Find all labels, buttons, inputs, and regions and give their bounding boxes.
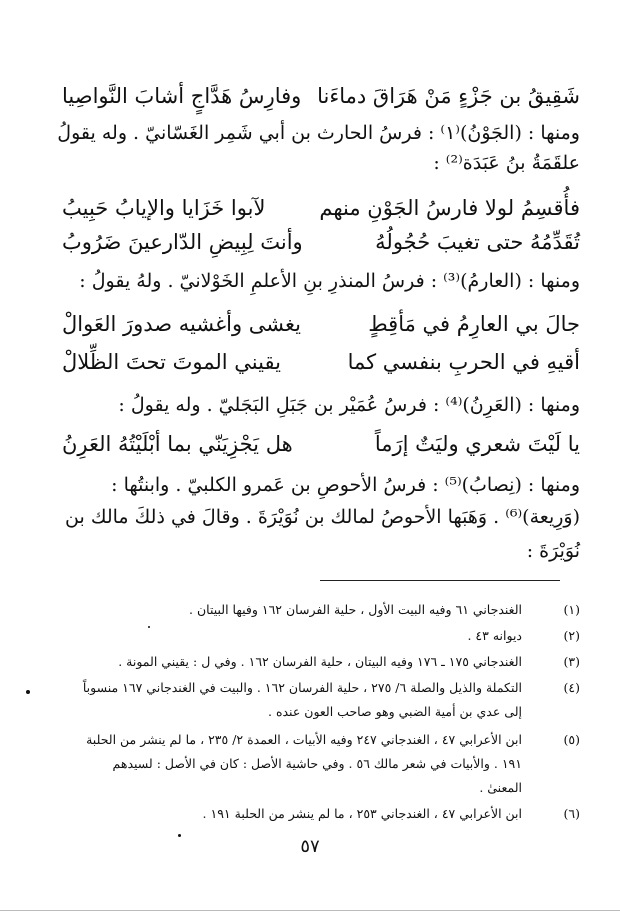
prose-line-3: ومنها : (العارمُ)⁽³⁾ : فرسُ المنذرِ بنِ الأعلمِ الخَوْلانيّ . ولهُ يقولُ : — [79, 270, 580, 292]
footnote-divider — [320, 580, 560, 581]
footnote-text: ابن الأعرابي ٤٧ ، الغندجاني ٢٥٣ ، ما لم ينشر من الحلبة ١٩١ . — [202, 806, 522, 821]
verse-5-right: أقيهِ في الحربِ بنفسي كما — [347, 350, 580, 374]
prose-line-4: ومنها : (العَرِنُ)⁽⁴⁾ : فرسُ عُمَيْر بن جَبَلِ البَجَليّ . وله يقولُ : — [118, 394, 580, 416]
verse-1-left: وفارِسُ هَدَّاجٍ أشابَ النَّواصِيا — [62, 84, 302, 108]
footnote-number: (٢) — [563, 628, 580, 643]
verse-2-left: لآبوا خَزَايا والإيابُ حَبِيبُ — [62, 196, 266, 220]
prose-line-2: علقَمَةُ بنُ عَبَدَة⁽²⁾ : — [433, 152, 580, 174]
verse-4-right: جالَ بي العارِمُ في مَأقِطٍ — [368, 312, 580, 336]
verse-6-right: يا لَيْتَ شعري وليَتٌ إرَماً — [374, 432, 580, 456]
verse-1-right: شَقِيقُ بن جَزْءٍ مَنْ هَرَاقَ دماءَنا — [317, 84, 580, 108]
footnote-number: (٤) — [563, 680, 580, 695]
verse-4-left: يغشى وأغشيه صدورَ العَوالْ — [62, 312, 301, 336]
scan-speck — [178, 834, 181, 837]
footnote-text: ابن الأعرابي ٤٧ ، الغندجاني ٢٤٧ وفيه الأبيات ، العمدة ٢/ ٢٣٥ ، ما لم ينشر من الحلبة — [86, 732, 522, 747]
footnote-number: (١) — [563, 602, 580, 617]
footnote-number: (٦) — [563, 806, 580, 821]
verse-3-left: وأنتَ لِبِيضِ الدّارعينَ ضَرُوبُ — [62, 230, 303, 254]
scan-speck — [26, 690, 30, 694]
footnote-text: ديوانه ٤٣ . — [467, 628, 522, 643]
verse-3-right: تُقَدِّمُهُ حتى تغيبَ حُجُولُهُ — [375, 230, 580, 254]
footnote-number: (٣) — [563, 654, 580, 669]
prose-line-1: ومنها : (الجَوْنُ)⁽١⁾ : فرسُ الحارث بن أبي شَمِر الغَسّانيّ . وله يقولُ — [57, 122, 580, 144]
footnote-text: الغندجاني ٦١ وفيه البيت الأول ، حلية الفرسان ١٦٢ وفيها البيتان . — [189, 602, 522, 617]
verse-2-right: فأُقسِمُ لولا فارسُ الجَوْنِ منهم — [319, 196, 580, 220]
footnote-text: المعنىٰ . — [479, 780, 522, 795]
prose-line-7: نُوَيْرَةَ : — [526, 540, 580, 562]
footnote-number: (٥) — [563, 732, 580, 747]
verse-6-left: هل يَجْزِيَنّي بما أبْلَيْتُهُ العَرِنُ — [62, 432, 293, 456]
footnote-text: التكملة والذيل والصلة ٦/ ٢٧٥ ، حلية الفرسان ١٦٢ . والبيت في الغندجاني ١٦٧ منسوباً — [82, 680, 522, 695]
scan-edge-line — [0, 910, 620, 911]
page-number: ٥٧ — [300, 836, 320, 857]
scan-speck — [148, 626, 150, 628]
footnote-text: الغندجاني ١٧٥ ـ ١٧٦ وفيه البيتان ، حلية الفرسان ١٦٢ . وفي ل : يقيني المونة . — [118, 654, 522, 669]
prose-line-6: (وَرِيعة)⁽⁶⁾ . وَهَبَها الأحوصُ لمالك بن نُوَيْرَةَ . وقالَ في ذلكَ مالك بن — [65, 506, 580, 528]
prose-line-5: ومنها : (نِصابُ)⁽⁵⁾ : فرسُ الأحوصِ بن عَمرو الكلبيّ . وابنتُها : — [111, 474, 580, 496]
verse-5-left: يقيني الموتَ تحتَ الظِّلالْ — [62, 350, 281, 374]
footnote-text: إلى عدي بن أمية الضبي وهو صاحب العون عنده . — [268, 704, 522, 719]
footnote-text: ١٩١ . والأبيات في شعر مالك ٥٦ . وفي حاشية الأصل : كان في الأصل : لسيدهم — [112, 756, 522, 771]
